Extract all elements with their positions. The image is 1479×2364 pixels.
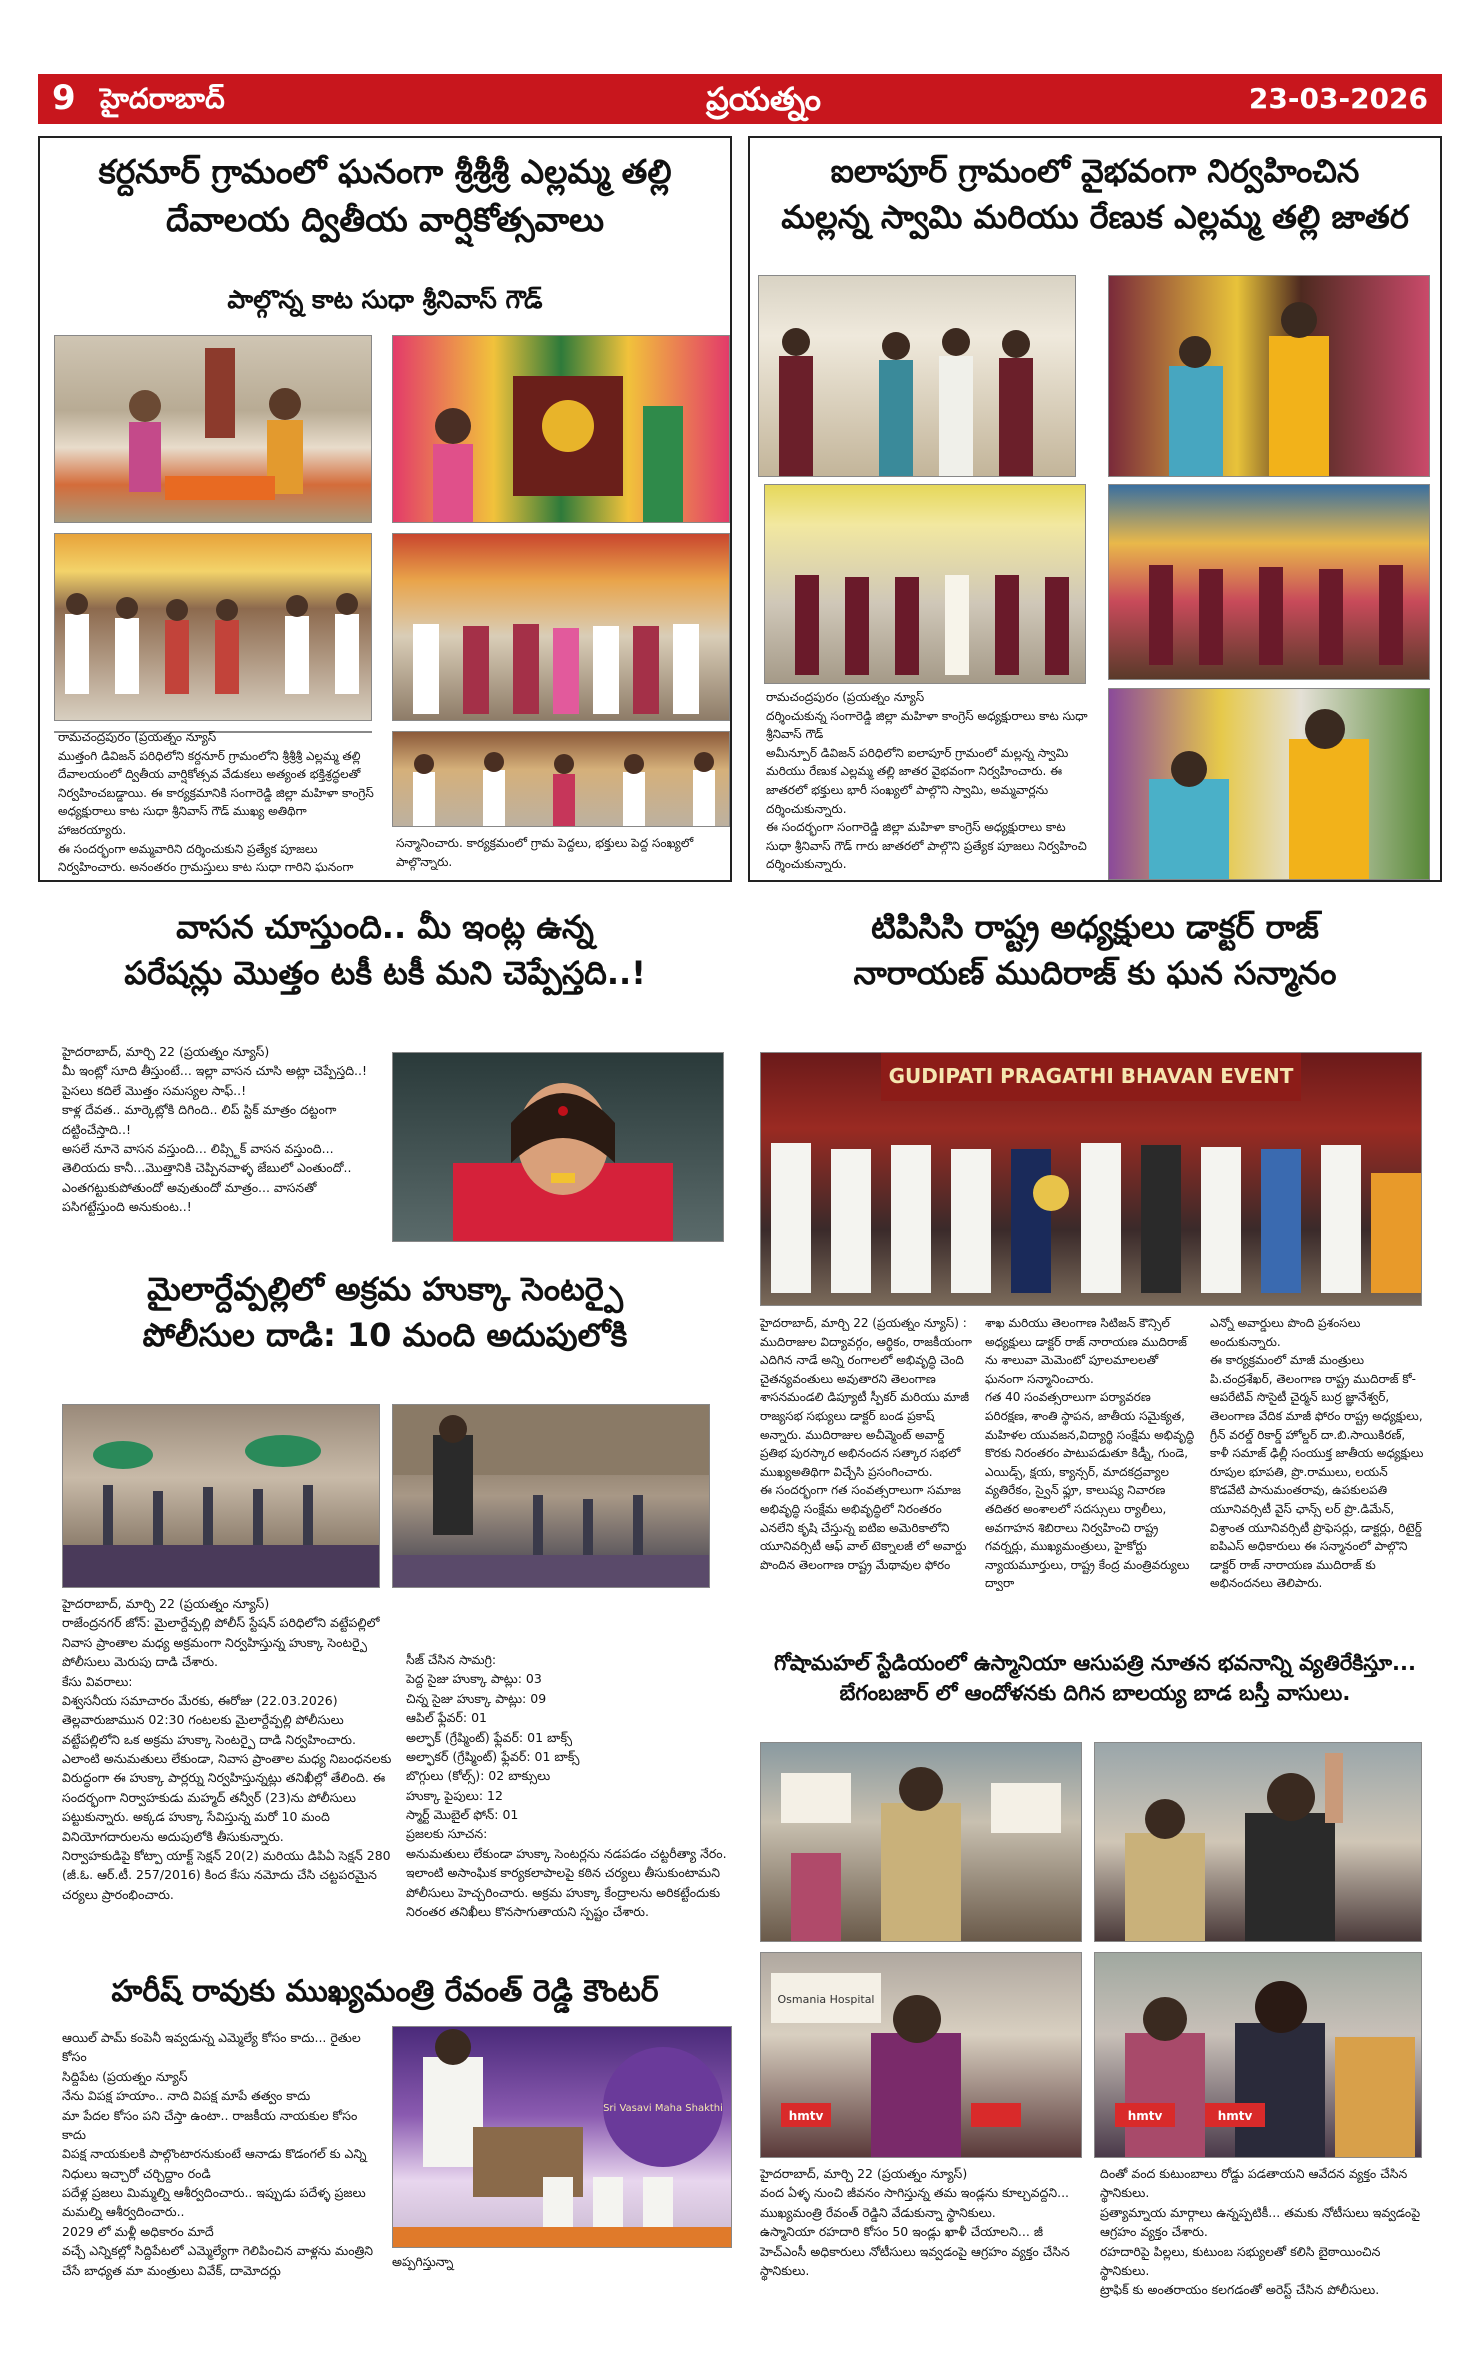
article-hookah-headline: మైలార్దేవ్పల్లిలో అక్రమ హుక్కా సెంటర్పై పోలీసుల దాడి: 10 మంది అదుపులోకి [142, 1270, 628, 1355]
photo-priest-blessing [1108, 275, 1430, 477]
article-tpcc-text-col2: శాఖ మరియు తెలంగాణ సిటిజన్ కౌన్సిల్ అధ్యక్షులు డాక్టర్ రాజ్ నారాయణ ముదిరాజ్ ను శాలువా మెమెంటో పూలమాలలతో ఘనంగా సన్మానించారు. గత 40 సంవత్సరాలుగా పర్యావరణ పరిరక్షణ, శాంతి స్థాపన, జాతీయ సమైక్యత, మహిళల యువజన,విద్యార్థి సంక్షేమ అభివృద్ధి కొరకు నిరంతరం పాటుపడుతూ కిడ్నీ, గుండె, ఎయిడ్స్, క్షయ, క్యాన్సర్, మాదకద్రవ్యాల వ్యతిరేకం, స్వైన్ ఫ్లూ, కాలుష్య నివారణ తదితర అంశాలలో సదస్సులు ర్యాలీలు, అవగాహన శిబిరాలు నిర్వహించి రాష్ట్ర గవర్నర్లు, ముఖ్యమంత్రులు, హైకోర్టు న్యాయమూర్తులు, రాష్ట్ర కేంద్ర మంత్రివర్యులు ద్వారా [985, 1316, 1195, 1591]
mic-label-3: hmtv [1217, 2109, 1253, 2123]
article-hookah-text-col1: హైదరాబాద్, మార్చి 22 (ప్రయత్నం న్యూస్) రాజేంద్రనగర్ జోన్: మైలార్దేవ్పల్లి పోలీస్ స్టేషన్ పరిధిలోని వట్టేపల్లిలో నివాస ప్రాంతాల మధ్య అక్రమంగా నిర్వహిస్తున్న హుక్కా సెంటర్పై పోలీసులు మెరుపు దాడి చేశారు. కేసు వివరాలు: విశ్వసనీయ సమాచారం మేరకు, ఈరోజు (22.03.2026) తెల్లవారుజామున 02:30 గంటలకు మైలార్దేవ్పల్లి పోలీసులు వట్టేపల్లిలోని ఒక అక్రమ హుక్కా సెంటర్పై దాడి నిర్వహించారు. ఎలాంటి అనుమతులు లేకుండా, నివాస ప్రాంతాల మధ్య నిబంధనలకు విరుద్ధంగా ఈ హుక్కా పార్లర్ను నిర్వహిస్తున్నట్లు తనిఖీల్లో తేలింది. ఈ సందర్భంగా నిర్వాహకుడు మహ్మద్ తన్వీర్ (23)ను పోలీసులు పట్టుకున్నారు. అక్కడ హుక్కా సేవిస్తున్న మరో 10 మంది వినియోగదారులను అదుపులోకి తీసుకున్నారు. నిర్వాహకుడిపై కోట్పా యాక్ట్ సెక్షన్ 20(2) మరియు డిపిఏ సెక్షన్ 280 (జీ.ఓ. ఆర్.టీ. 257/2016) కింద కేసు నమోదు చేసి చట్టపరమైన చర్యలు ప్రారంభించారు. [62, 1596, 392, 1902]
photo-leaders-group [764, 484, 1086, 684]
mic-label-2: hmtv [1127, 2109, 1163, 2123]
article-protest-text-col1: హైదరాబాద్, మార్చి 22 (ప్రయత్నం న్యూస్) వంద ఏళ్ళ నుంచి జీవనం సాగిస్తున్న తమ ఇండ్లను కూల్చవద్దని... ముఖ్యమంత్రి రేవంత్ రెడ్డిని వేడుకున్నా స్థానికులు. ఉస్మానియా రహదారి కోసం 50 ఇండ్లు ఖాళీ చేయాలని... జీ హెచ్ఎంసీ అధికారులు నోటీసులు ఇవ్వడంపై ఆగ్రహం వ్యక్తం చేసిన స్థానికులు. [760, 2166, 1070, 2278]
photo-puja-ritual [54, 335, 372, 523]
photo-protest-interview [1094, 1952, 1422, 2158]
article-protest-text-col2: దింతో వంద కుటుంబాలు రోడ్డు పడతాయని ఆవేదన వ్యక్తం చేసిన స్థానికులు. ప్రత్యామ్నాయ మార్గాలు ఉన్నప్పటికీ... తమకు నోటీసులు ఇవ్వడంపై ఆగ్రహం వ్యక్తం చేశారు. రహదారిపై పిల్లలు, కుటుంబ సభ్యులతో కలిసి బైఠాయించిన స్థానికులు. ట్రాఫిక్ కు అంతరాయం కలగడంతో అరెస్ట్ చేసిన పోలీసులు. [1100, 2166, 1421, 2298]
stage-banner-text: GUDIPATI PRAGATHI BHAVAN EVENT [888, 1064, 1294, 1088]
article-protest-headline: గోషామహల్ స్టేడియంలో ఉస్మానియా ఆసుపత్రి నూతన భవనాన్ని వ్యతిరేకిస్తూ... బేగంబజార్ లో ఆందోళనకు దిగిన బాలయ్య బాడ బస్తీ వాసులు. [774, 1651, 1416, 1706]
placard-text: Osmania Hospital [777, 1993, 875, 2006]
photo-protest-women-mics [760, 1952, 1082, 2158]
mic-label-1: hmtv [788, 2109, 824, 2123]
photo-hookah-pots [62, 1404, 380, 1588]
photo-cm-speech [392, 2026, 732, 2248]
article-vasana-headline: వాసన చూస్తుంది.. మీ ఇంట్ల ఉన్న పరేషన్లు మొత్తం టకీ టకీ మని చెప్పేస్తది..! [124, 908, 646, 993]
article-vasana-text: హైదరాబాద్, మార్చి 22 (ప్రయత్నం న్యూస్) మీ ఇంట్లో సూది తీస్తుంటే... ఇల్లా వాసన చూసి అట్లా చెప్పేస్తది..! పైసలు కదిలే మొత్తం సమస్యల సాఫ్..! కాళ్ల దేవత.. మార్కెట్లోకి దిగింది.. లిప్ స్టిక్ మాత్రం దట్టంగా దట్టించేస్తాది..! అసలే నూనె వాసన వస్తుంది... లిప్స్టిక్ వాసన వస్తుంది... తెలియదు కానీ...మొత్తానికి చెప్పినవాళ్ళ జేబులో ఎంతుందో.. ఎంతగట్టుకుపోతుందో అవుతుందో మాత్రం... వాసనతో పసిగట్టేస్తుంది అనుకుంట..! [62, 1044, 368, 1214]
article-counter-text: ఆయిల్ పామ్ కంపెనీ ఇవ్వడున్న ఎమ్మెల్యే కోసం కాదు... రైతుల కోసం సిద్దిపేట (ప్రయత్నం న్యూస్ నేను విపక్ష హయాం.. నాది విపక్ష మాపే తత్వం కాదు మా పేదల కోసం పని చేస్తా ఉంటా.. రాజకీయ నాయకుల కోసం కాదు విపక్ష నాయకులకి పాల్గొంటారనుకుంటే ఆనాడు కొడంగల్ కు ఎన్ని నిధులు ఇచ్చారో చర్చిద్దాం రండి పదేళ్ల ప్రజలు మిమ్మల్ని ఆశీర్వదించారు.. ఇప్పుడు పదేళ్ళ ప్రజలు మమల్ని ఆశీర్వదించారు.. 2029 లో మళ్లీ అధికారం మాదే వచ్చే ఎన్నికల్లో సిద్దిపేటలో ఎమ్మెల్యేగా గెలిపించిన వాళ్లను మంత్రిని చేసే బాధ్యత మా మంత్రులు వివేక్, దామోదర్లు [62, 2030, 374, 2278]
photo-group-temple [392, 533, 730, 721]
photo-tilak-ceremony [1108, 688, 1430, 880]
article-kardanur-text-col2: సన్మానించారు. కార్యక్రమంలో గ్రామ పెద్దలు, భక్తులు పెద్ద సంఖ్యలో పాల్గొన్నారు. [396, 836, 694, 869]
poster-text: Sri Vasavi Maha Shakthi [603, 2103, 723, 2114]
photo-temple-deity [392, 335, 730, 523]
photo-protest-shouting [1094, 1742, 1422, 1942]
article-kardanur-headline: కర్దనూర్ గ్రామంలో ఘనంగా శ్రీశ్రీశ్రీ ఎల్లమ్మ తల్లి దేవాలయ ద్వితీయ వార్షికోత్సవాలు [98, 152, 672, 239]
issue-date: 23-03-2026 [1248, 82, 1428, 115]
photo-protest-police [760, 1742, 1082, 1942]
photo-felicitation-stage [760, 1052, 1422, 1306]
photo-devotees-hall [54, 533, 372, 721]
article-ailapur-headline: ఐలాపూర్ గ్రామంలో వైభవంగా నిర్వహించిన మల్లన్న స్వామి మరియు రేణుక ఎల్లమ్మ తల్లి జాతర [781, 152, 1409, 237]
article-ailapur-text: రామచంద్రపురం (ప్రయత్నం న్యూస్ దర్శించుకున్న సంగారెడ్డి జిల్లా మహిళా కాంగ్రెస్ అధ్యక్షురాలు కాట సుధా శ్రీనివాస్ గౌడ్ అమీన్పూర్ డివిజన్ పరిధిలోని ఐలాపూర్ గ్రామంలో మల్లన్న స్వామి మరియు రేణుక ఎల్లమ్మ తల్లి జాతర వైభవంగా నిర్వహించారు. ఈ జాతరలో భక్తులు భారీ సంఖ్యలో పాల్గొని స్వామి, అమ్మవార్లను దర్శించుకున్నారు. ఈ సందర్భంగా సంగారెడ్డి జిల్లా మహిళా కాంగ్రెస్ అధ్యక్షురాలు కాట సుధా శ్రీనివాస్ గౌడ్ గారు జాతరలో పాల్గొని ప్రత్యేక పూజలు నిర్వహించి దర్శించుకున్నారు. [766, 690, 1088, 872]
photo-gathering [392, 731, 730, 827]
article-counter-caption: అప్పగిస్తున్నా [392, 2254, 454, 2269]
newspaper-name: ప్రయత్నం [706, 80, 821, 118]
masthead [38, 74, 1442, 124]
article-counter-headline: హరీష్ రావుకు ముఖ్యమంత్రి రేవంత్ రెడ్డి కౌంటర్ [111, 1974, 659, 2009]
photo-stage-devotees [1108, 484, 1430, 680]
edition-city: హైదరాబాద్ [100, 82, 225, 115]
article-tpcc-headline: టిపిసిసి రాష్ట్ర అధ్యక్షులు డాక్టర్ రాజ్ నారాయణ్ ముదిరాజ్ కు ఘన సన్మానం [853, 908, 1337, 993]
photo-hookah-room [392, 1404, 710, 1588]
article-tpcc-text-col1: హైదరాబాద్, మార్చి 22 (ప్రయత్నం న్యూస్) : ముదిరాజుల విద్యావర్గం, ఆర్థికం, రాజకీయంగా ఎదిగిన నాడే అన్ని రంగాలలో అభివృద్ధి చెంది చైతన్యవంతులు అవుతారని తెలంగాణ శాసనమండలి డిప్యూటీ స్పీకర్ మరియు మాజీ రాజ్యసభ సభ్యులు డాక్టర్ బండ ప్రకాష్ అన్నారు. ముదిరాజుల అచీవ్మెంట్ అవార్డ్ ప్రతిభ పురస్కార అభినందన సత్కార సభలో ముఖ్యఅతిథిగా విచ్చేసి ప్రసంగించారు. ఈ సందర్భంగా గత సంవత్సరాలుగా సమాజ అభివృద్ధి సంక్షేమ అభివృద్ధిలో నిరంతరం ఎనలేని కృషి చేస్తున్న ఐటిఐ అమెరికాలోని యూనివర్సిటీ ఆఫ్ వాల్ టెక్నాలజీ లో అవార్డు పొందిన తెలంగాణ రాష్ట్ర మేథావుల ఫోరం [760, 1316, 972, 1572]
page-number: 9 [52, 78, 76, 118]
article-kardanur-subhead: పాల్గొన్న కాట సుధా శ్రీనివాస్ గౌడ్ [227, 285, 543, 314]
article-kardanur-text-col1: రామచంద్రపురం (ప్రయత్నం న్యూస్ ముత్తంగి డివిజన్ పరిధిలోని కర్దనూర్ గ్రామంలోని శ్రీశ్రీశ్రీ ఎల్లమ్మ తల్లి దేవాలయంలో ద్వితీయ వార్షికోత్సవ వేడుకలు అత్యంత భక్తిశ్రద్ధలతో నిర్వహించబడ్డాయి. ఈ కార్యక్రమానికి సంగారెడ్డి జిల్లా మహిళా కాంగ్రెస్ అధ్యక్షురాలు కాట సుధా శ్రీనివాస్ గౌడ్ ముఖ్య అతిథిగా హాజరయ్యారు. ఈ సందర్భంగా అమ్మవారిని దర్శించుకుని ప్రత్యేక పూజలు నిర్వహించారు. అనంతరం గ్రామస్తులు కాట సుధా గారిని ఘనంగా [58, 730, 374, 875]
article-hookah-text-col2: సీజ్ చేసిన సామగ్రి: పెద్ద సైజు హుక్కా పాట్లు: 03 చిన్న సైజు హుక్కా పాట్లు: 09 ఆపిల్ ఫ్లేవర్: 01 అల్ఫాక్ (గ్రేప్మింట్) ఫ్లేవర్: 01 బాక్స్ అల్ఫాకర్ (గ్రేప్మింట్) ఫ్లేవర్: 01 బాక్స్ బొగ్గులు (కోల్స్): 02 బాక్సులు హుక్కా పైపులు: 12 స్మార్ట్ మొబైల్ ఫోన్: 01 ప్రజలకు సూచన: అనుమతులు లేకుండా హుక్కా సెంటర్లను నడపడం చట్టరీత్యా నేరం. ఇలాంటి అసాంఘిక కార్యకలాపాలపై కఠిన చర్యలు తీసుకుంటామని పోలీసులు హెచ్చరించారు. అక్రమ హుక్కా కేంద్రాలను అరికట్టేందుకు నిరంతర తనిఖీలు కొనసాగుతాయని స్పష్టం చేశారు. [406, 1652, 727, 1919]
photo-jatara-visit [758, 275, 1076, 477]
article-tpcc-text-col3: ఎన్నో అవార్డులు పొంది ప్రశంసలు అందుకున్నారు. ఈ కార్యక్రమంలో మాజీ మంత్రులు పి.చంద్రశేఖర్, తెలంగాణ రాష్ట్ర ముదిరాజ్ కో-ఆపరేటివ్ సొసైటీ చైర్మన్ బుర్ర జ్ఞానేశ్వర్, తెలంగాణ వేదిక మాజీ ఫోరం రాష్ట్ర అధ్యక్షులు, గ్రీన్ వరల్డ్ రికార్డ్ హోల్డర్ దా.బి.సాయికిరణ్, కాళీ సమాజ్ ఢిల్లీ సంయుక్త జాతీయ అధ్యక్షులు రూపుల భూపతి, ప్రొ.రాములు, లయన్ కొడవేటి పానుమంతరావు, ఉపకులపతి యూనివర్సిటీ వైస్ ఛాన్స్ లర్ ప్రొ.డిమేన్, విశ్రాంత యూనివర్సిటీ ప్రొఫెసర్లు, డాక్టర్లు, రిటైర్డ్ ఐపిఎస్ అధికారులు ఈ సన్మానంలో పాల్గొని డాక్టర్ రాజ్ నారాయణ ముదిరాజ్ కు అభినందనలు తెలిపారు. [1210, 1316, 1424, 1591]
photo-woman-portrait [392, 1052, 724, 1242]
